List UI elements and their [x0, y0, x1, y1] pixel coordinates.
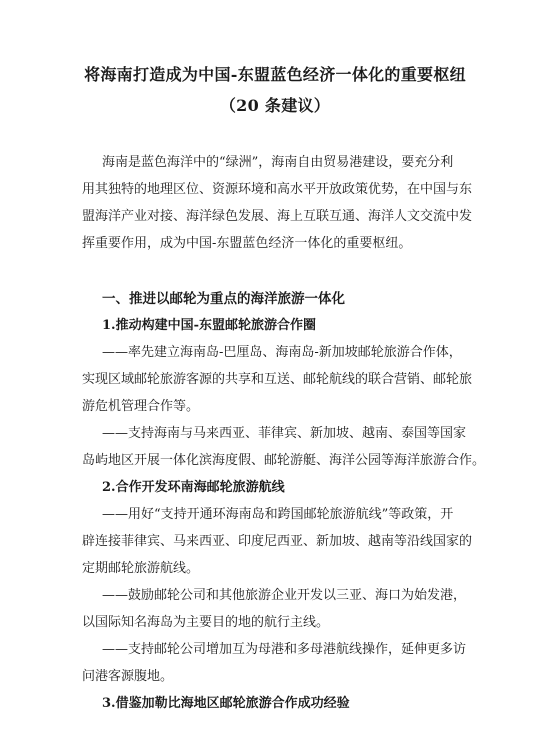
paragraph-line: ——率先建立海南岛-巴厘岛、海南岛-新加坡邮轮旅游合作体，: [102, 345, 462, 360]
section-heading: 一、推进以邮轮为重点的海洋旅游一体化: [102, 291, 345, 307]
paragraph-line: 游危机管理合作等。: [82, 399, 200, 414]
document-subtitle: （20 条建议）: [219, 96, 331, 115]
paragraph-line: 问港客源腹地。: [82, 669, 174, 684]
item-heading: 3.借鉴加勒比海地区邮轮旅游合作成功经验: [102, 696, 350, 711]
paragraph-line: ——支持邮轮公司增加互为母港和多母港航线操作，延伸更多访: [102, 642, 467, 657]
intro-line: 盟海洋产业对接、海洋绿色发展、海上互联互通、海洋人文交流中发: [82, 209, 473, 224]
paragraph-line: 以国际知名海岛为主要目的地的航行主线。: [82, 615, 330, 630]
item-heading: 1.推动构建中国-东盟邮轮旅游合作圈: [102, 318, 316, 333]
document-title: 将海南打造成为中国-东盟蓝色经济一体化的重要枢纽: [84, 65, 466, 84]
paragraph-line: ——鼓励邮轮公司和其他旅游企业开发以三亚、海口为始发港，: [102, 588, 467, 603]
paragraph-line: 实现区域邮轮旅游客源的共享和互送、邮轮航线的联合营销、邮轮旅: [82, 372, 473, 387]
paragraph-line: 岛屿地区开展一体化滨海度假、邮轮游艇、海洋公园等海洋旅游合作。: [82, 453, 486, 468]
paragraph-line: 定期邮轮旅游航线。: [82, 561, 200, 576]
intro-line: 用其独特的地理区位、资源环境和高水平开放政策优势，在中国与东: [82, 182, 473, 197]
intro-line: 挥重要作用，成为中国-东盟蓝色经济一体化的重要枢纽。: [82, 236, 412, 251]
paragraph-line: 辟连接菲律宾、马来西亚、印度尼西亚、新加坡、越南等沿线国家的: [82, 534, 473, 549]
item-heading: 2.合作开发环南海邮轮旅游航线: [102, 480, 285, 495]
paragraph-line: ——支持海南与马来西亚、菲律宾、新加坡、越南、泰国等国家: [102, 426, 467, 441]
paragraph-line: ——用好“支持开通环海南岛和跨国邮轮旅游航线”等政策，开: [102, 507, 454, 522]
intro-line: 海南是蓝色海洋中的“绿洲”，海南自由贸易港建设，要充分利: [102, 155, 454, 170]
